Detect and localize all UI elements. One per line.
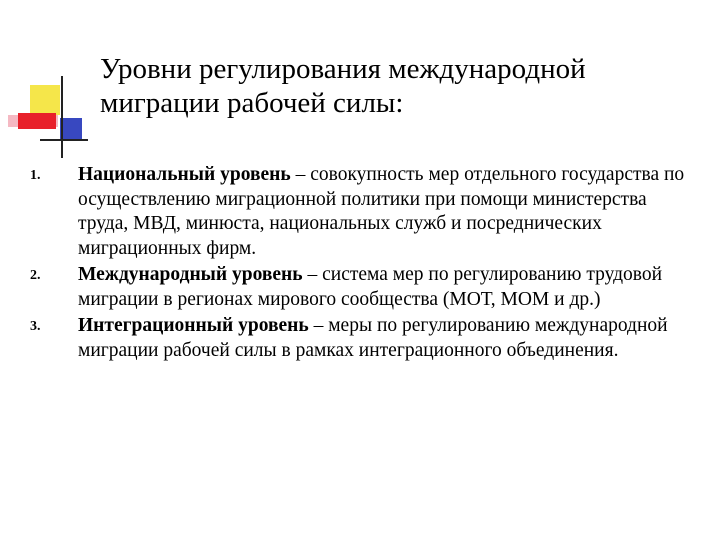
decorative-logo bbox=[0, 0, 100, 170]
item-text: – совокупность мер отдельного государства по осуществлению миграционной политики при помощи министерства труда, МВД, минюста, национальных служб и посреднических миграционных фирм. bbox=[78, 164, 685, 259]
list-item bbox=[30, 163, 700, 261]
item-term: Международный уровень bbox=[78, 264, 303, 285]
item-term: Национальный уровень bbox=[78, 164, 291, 185]
item-term: Интеграционный уровень bbox=[78, 315, 309, 336]
list-item bbox=[30, 314, 700, 363]
item-number: 3. bbox=[30, 319, 41, 334]
item-number: 1. bbox=[30, 168, 41, 183]
item-text: – система мер по регулированию трудовой миграции в регионах мирового сообщества (МОТ, МОМ и др.) bbox=[78, 264, 663, 310]
list-item bbox=[30, 263, 700, 312]
slide-title: Уровни регулирования международной миграции рабочей силы: bbox=[100, 53, 586, 119]
item-text: – меры по регулированию международной миграции рабочей силы в рамках интеграционного объединения. bbox=[78, 315, 668, 361]
levels-list bbox=[30, 163, 700, 365]
item-number: 2. bbox=[30, 268, 41, 283]
